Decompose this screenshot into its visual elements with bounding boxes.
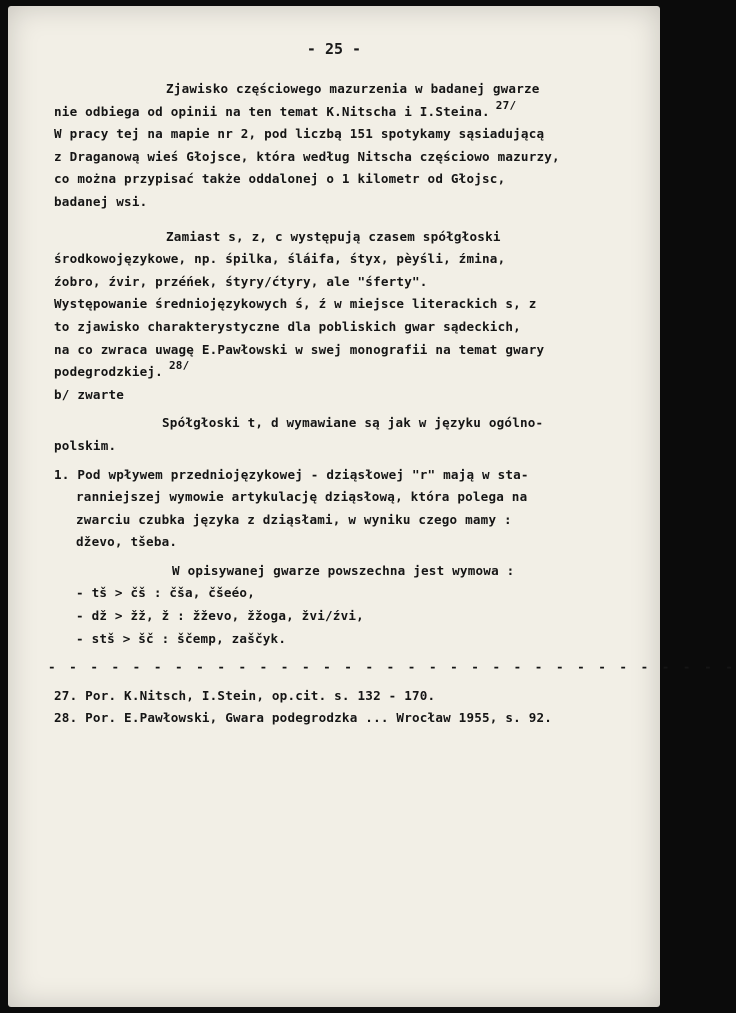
text-line: Spółgłoski t, d wymawiane są jak w języku ogólno- <box>162 415 544 431</box>
example-line: - stš > šč : ščemp, zaščyk. <box>76 630 287 646</box>
text-line: na co zwraca uwagę E.Pawłowski w swej monografii na temat gwary <box>54 341 545 357</box>
text-line: W opisywanej gwarze powszechna jest wymowa : <box>172 562 515 578</box>
text-line: nie odbiega od opinii na ten temat K.Nitscha i I.Steina. 27/ <box>54 98 517 119</box>
footnote-separator: - - - - - - - - - - - - - - - - - - - - - - - - - - - - - - - - - <box>48 659 736 675</box>
list-item-line: dževo, tšeba. <box>76 534 178 550</box>
text-line: podegrodzkiej. 28/ <box>54 359 190 380</box>
example-line: - tš > čš : čša, čšeéo, <box>76 585 255 601</box>
page-body <box>48 78 736 730</box>
text-line: Zamiast s, z, c występują czasem spółgłoski <box>166 228 501 244</box>
footnote: 27. Por. K.Nitsch, I.Stein, op.cit. s. 132 - 170. <box>54 687 436 703</box>
list-item-line: zwarciu czubka języka z dziąsłami, w wyniku czego mamy : <box>76 511 512 527</box>
text-line: środkowojęzykowe, np. śpilka, śláifa, śtyx, pèyśli, źmina, <box>54 251 506 267</box>
text-line: W pracy tej na mapie nr 2, pod liczbą 151 spotykamy sąsiadującą <box>54 126 545 142</box>
footnote: 28. Por. E.Pawłowski, Gwara podegrodzka ... Wrocław 1955, s. 92. <box>54 710 553 726</box>
list-item-line: 1. Pod wpływem przedniojęzykowej - dziąsłowej "r" mają w sta- <box>54 466 529 482</box>
footnote-ref: 28/ <box>168 359 190 373</box>
list-item-line: ranniejszej wymowie artykulację dziąsłową, która polega na <box>76 489 528 505</box>
text-line: to zjawisko charakterystyczne dla pobliskich gwar sądeckich, <box>54 318 521 334</box>
text-line: polskim. <box>54 437 117 453</box>
document-page <box>8 6 736 1007</box>
section-heading: b/ zwarte <box>54 386 125 402</box>
page-number: - 25 - <box>306 40 362 58</box>
text-line: badanej wsi. <box>54 193 148 209</box>
text-line: z Draganową wieś Głojsce, która według Nitscha częściowo mazurzy, <box>54 148 560 164</box>
example-line: - dž > žž, ž : žževo, žžoga, žvi/źvi, <box>76 608 364 624</box>
text-line: co można przypisać także oddalonej o 1 kilometr od Głojsc, <box>54 171 506 187</box>
footnote-ref: 27/ <box>495 98 517 112</box>
text-line: Występowanie średniojęzykowych ś, ź w miejsce literackich s, z <box>54 296 537 312</box>
text-line: źobro, źvir, przéńek, śtyry/ćtyry, ale "śferty". <box>54 273 428 289</box>
text-line: Zjawisko częściowego mazurzenia w badanej gwarze <box>166 81 540 96</box>
